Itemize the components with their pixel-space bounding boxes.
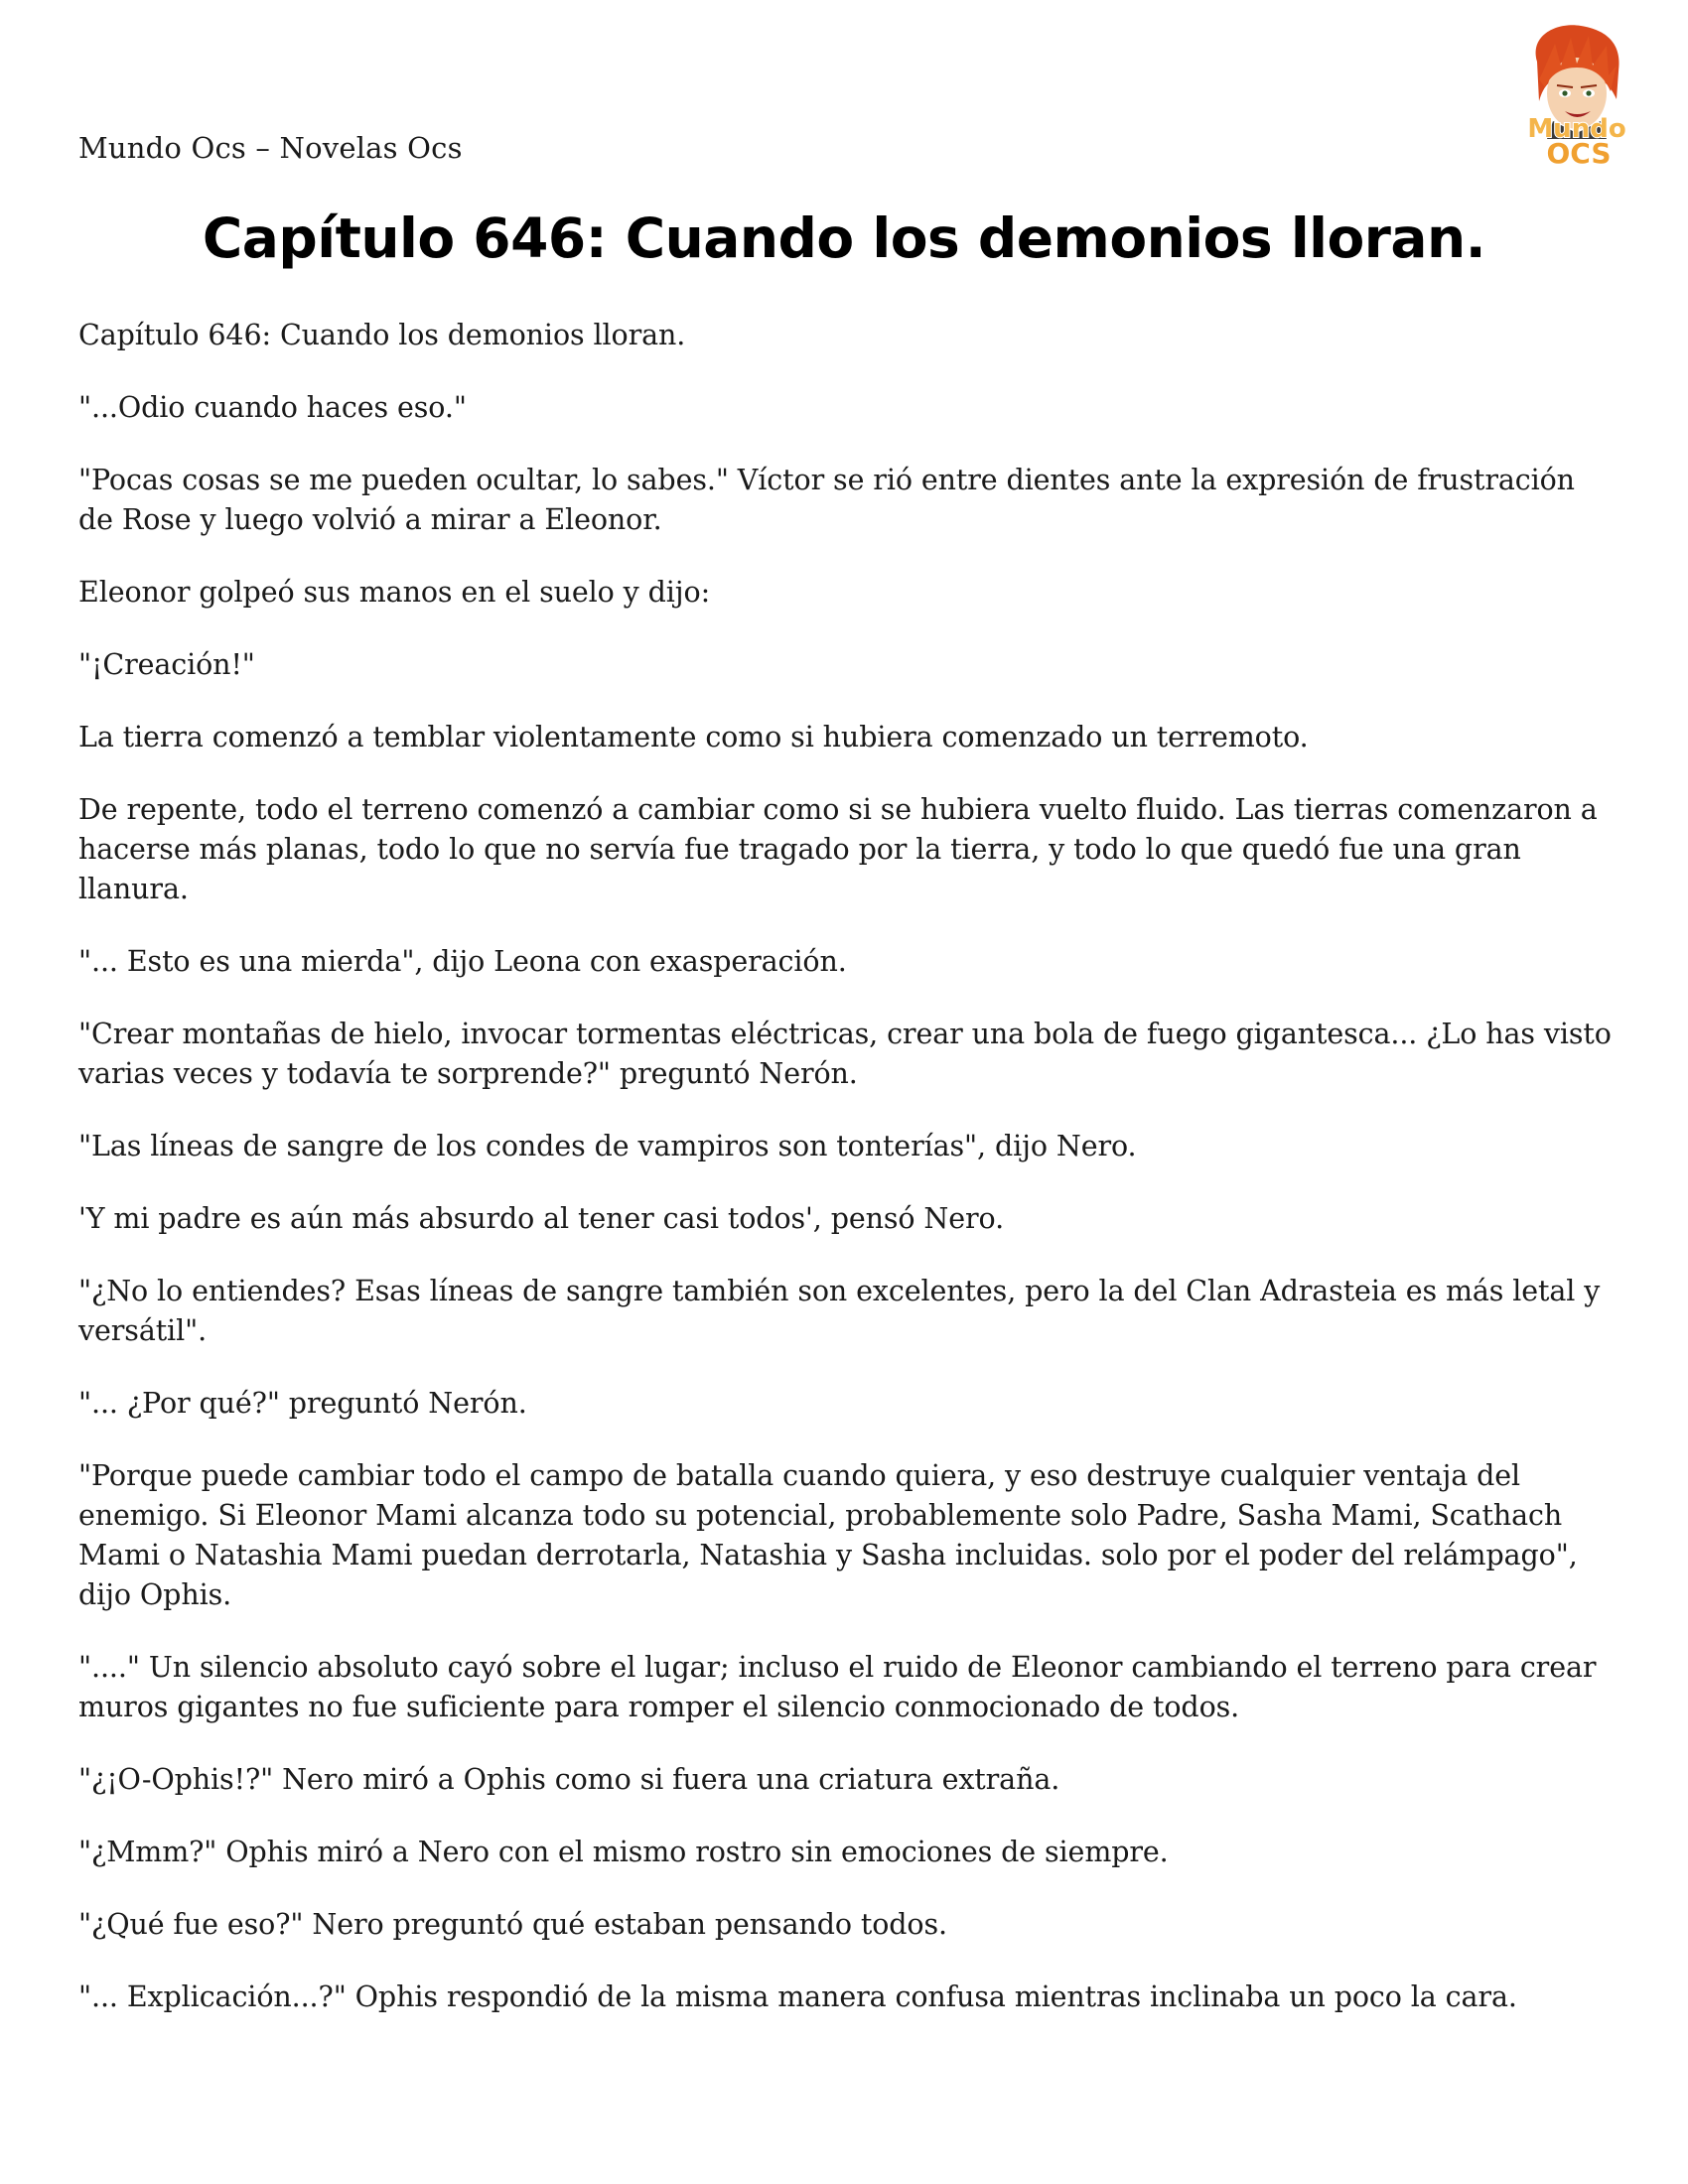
paragraph: Eleonor golpeó sus manos en el suelo y dijo: (78, 576, 711, 609)
logo-text-ocs: OCS (1546, 137, 1612, 170)
site-header: Mundo Ocs – Novelas Ocs (78, 131, 463, 165)
paragraph: 'Y mi padre es aún más absurdo al tener casi todos', pensó Nero. (78, 1202, 1005, 1235)
paragraph: "...." Un silencio absoluto cayó sobre el lugar; incluso el ruido de Eleonor cambiando el terreno para crear muros gigantes no fue suficiente para romper el silencio conmocionado de todos. (78, 1651, 1597, 1723)
logo-text-mundo: Mundo (1527, 114, 1626, 144)
paragraph: "Pocas cosas se me pueden ocultar, lo sabes." Víctor se rió entre dientes ante la expresión de frustración de Rose y luego volvió a mirar a Eleonor. (78, 464, 1575, 536)
paragraph: La tierra comenzó a temblar violentamente como si hubiera comenzado un terremoto. (78, 721, 1309, 753)
chapter-body (78, 316, 1613, 2050)
chapter-title: Capítulo 646: Cuando los demonios lloran. (202, 206, 1486, 270)
paragraph: "Porque puede cambiar todo el campo de batalla cuando quiera, y eso destruye cualquier ventaja del enemigo. Si Eleonor Mami alcanza todo su potencial, probablemente solo Padre, Sasha Mami, Scathach Mami o Natashia Mami puedan derrotarla, Natashia y Sasha incluidas. solo por el poder del relámpago", dijo Ophis. (78, 1459, 1578, 1611)
paragraph: "¿¡O-Ophis!?" Nero miró a Ophis como si fuera una criatura extraña. (78, 1763, 1060, 1796)
paragraph: "¿Qué fue eso?" Nero preguntó qué estaban pensando todos. (78, 1908, 947, 1941)
paragraph: "... ¿Por qué?" preguntó Nerón. (78, 1387, 527, 1420)
paragraph: De repente, todo el terreno comenzó a cambiar como si se hubiera vuelto fluido. Las tierras comenzaron a hacerse más planas, todo lo que no servía fue tragado por la tierra, y todo lo que quedó fue una gran llanura. (78, 793, 1598, 905)
paragraph: "... Esto es una mierda", dijo Leona con exasperación. (78, 945, 847, 978)
paragraph: "...Odio cuando haces eso." (78, 391, 467, 424)
paragraph: "... Explicación...?" Ophis respondió de la misma manera confusa mientras inclinaba un poco la cara. (78, 1980, 1517, 2013)
paragraph: "¡Creación!" (78, 648, 255, 681)
paragraph: "¿Mmm?" Ophis miró a Nero con el mismo rostro sin emociones de siempre. (78, 1836, 1169, 1868)
mundo-ocs-logo (1499, 22, 1654, 173)
paragraph: Capítulo 646: Cuando los demonios lloran. (78, 319, 686, 351)
paragraph: "Las líneas de sangre de los condes de vampiros son tonterías", dijo Nero. (78, 1130, 1137, 1162)
paragraph: "Crear montañas de hielo, invocar tormentas eléctricas, crear una bola de fuego gigantesca... ¿Lo has visto varias veces y todavía te sorprende?" preguntó Nerón. (78, 1018, 1612, 1090)
paragraph: "¿No lo entiendes? Esas líneas de sangre también son excelentes, pero la del Clan Adrasteia es más letal y versátil". (78, 1275, 1601, 1347)
